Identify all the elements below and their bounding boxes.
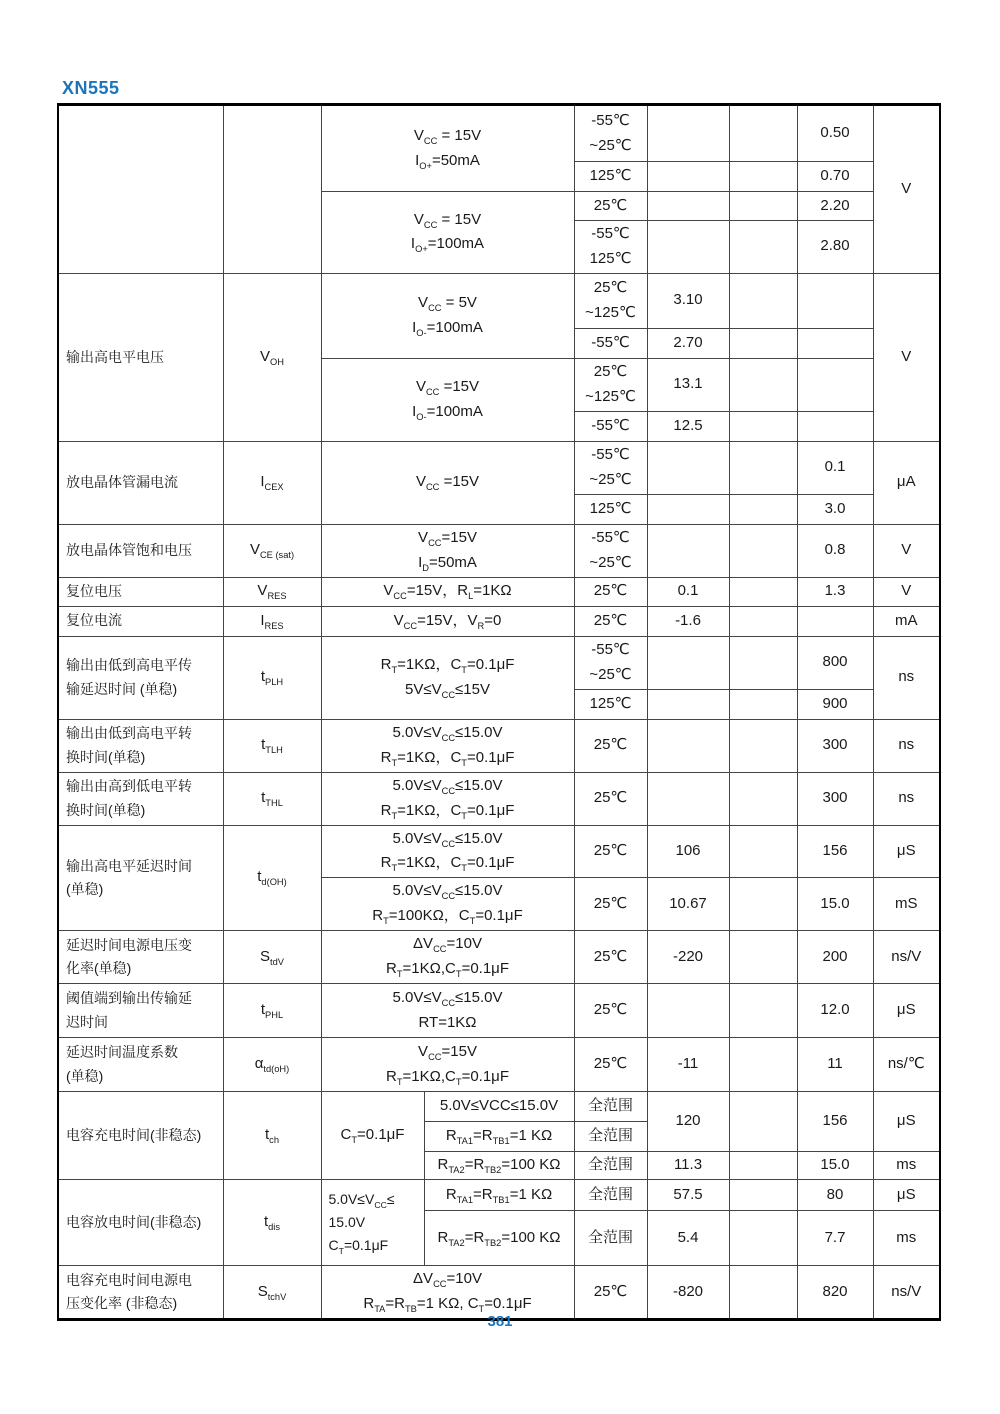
typ-cell — [729, 1211, 797, 1266]
typ-cell — [729, 411, 797, 441]
typ-cell — [729, 358, 797, 411]
condition-cell: $R_T=1K\Omega$，$C_T=0.1\mu F$ $5V\le V_{CC}\le 15V$ — [321, 636, 574, 719]
table-row — [58, 105, 940, 162]
max-cell: 200 — [797, 931, 873, 984]
typ-cell — [729, 524, 797, 577]
temperature-cell: 25℃ — [574, 719, 647, 772]
table-row — [58, 984, 940, 1038]
parameter-cell: 输出高电平电压 — [58, 273, 223, 441]
typ-cell — [729, 221, 797, 274]
symbol-cell: $t_{d(OH)}$ — [223, 825, 321, 931]
min-cell: 12.5 — [647, 411, 729, 441]
page-title: XN555 — [62, 78, 120, 98]
unit-cell: V — [873, 105, 940, 274]
condition-cell: $5.0V\le V_{CC}\le 15.0V$ $R_T=1K\Omega$，$C_T=0.1\mu F$ — [321, 772, 574, 825]
condition-cell: $V_{CC} = 5V$ $I_{O-}=100mA$ — [321, 273, 574, 358]
max-cell: 0.50 — [797, 105, 873, 162]
max-cell: 820 — [797, 1266, 873, 1320]
min-cell: 13.1 — [647, 358, 729, 411]
max-cell: 900 — [797, 689, 873, 719]
condition-cell: $5.0V\le V_{CC}\le 15.0V$ RT=1KΩ — [321, 984, 574, 1038]
symbol-cell: $t_{PLH}$ — [223, 636, 321, 719]
temperature-cell: 25℃ — [574, 931, 647, 984]
parameter-cell: 输出高电平延迟时间 (单稳) — [58, 825, 223, 931]
typ-cell — [729, 577, 797, 606]
max-cell — [797, 358, 873, 411]
max-cell: 800 — [797, 636, 873, 689]
condition-cell: $V_{CC} = 15V$ $I_{O+}=50mA$ — [321, 105, 574, 192]
min-cell: 11.3 — [647, 1152, 729, 1180]
min-cell — [647, 221, 729, 274]
condition-cell: $5.0V\le V_{CC}\le 15.0V$ $R_T=100K\Omega$，$C_T=0.1\mu F$ — [321, 878, 574, 931]
min-cell — [647, 441, 729, 494]
min-cell — [647, 719, 729, 772]
condition-sub-cell: $R_{TA1}=R_{TB1}=1$ KΩ — [424, 1180, 574, 1211]
temperature-cell: -55℃ — [574, 411, 647, 441]
unit-cell: ns/℃ — [873, 1038, 940, 1092]
table-row — [58, 524, 940, 577]
max-cell — [797, 273, 873, 328]
typ-cell — [729, 162, 797, 192]
condition-cell: $V_{CC}=15V$，$R_L=1K\Omega$ — [321, 577, 574, 606]
max-cell: 7.7 — [797, 1211, 873, 1266]
min-cell — [647, 984, 729, 1038]
unit-cell: mS — [873, 878, 940, 931]
parameter-cell: 复位电流 — [58, 606, 223, 636]
typ-cell — [729, 1180, 797, 1211]
table-row — [58, 1092, 940, 1122]
temperature-cell: -55℃ 125℃ — [574, 221, 647, 274]
unit-cell: ms — [873, 1152, 940, 1180]
min-cell — [647, 524, 729, 577]
max-cell: 15.0 — [797, 878, 873, 931]
unit-cell: μS — [873, 1180, 940, 1211]
min-cell — [647, 494, 729, 524]
typ-cell — [729, 1038, 797, 1092]
min-cell — [647, 162, 729, 192]
temperature-cell: 全范围 — [574, 1211, 647, 1266]
max-cell: 12.0 — [797, 984, 873, 1038]
condition-sub-cell: $R_{TA1}=R_{TB1}=1$ KΩ — [424, 1122, 574, 1152]
temperature-cell: 全范围 — [574, 1152, 647, 1180]
unit-cell: V — [873, 524, 940, 577]
symbol-cell: $\alpha_{td(oH)}$ — [223, 1038, 321, 1092]
max-cell: 11 — [797, 1038, 873, 1092]
unit-cell: μS — [873, 1092, 940, 1152]
min-cell — [647, 105, 729, 162]
typ-cell — [729, 878, 797, 931]
unit-cell: μS — [873, 984, 940, 1038]
min-cell: -220 — [647, 931, 729, 984]
typ-cell — [729, 1152, 797, 1180]
typ-cell — [729, 1092, 797, 1152]
symbol-cell: $V_{OH}$ — [223, 273, 321, 441]
table-row — [58, 577, 940, 606]
unit-cell: V — [873, 273, 940, 441]
condition-cell: $\Delta V_{CC}=10V$ $R_{TA}=R_{TB}=1$ KΩ, $C_T=0.1\mu F$ — [321, 1266, 574, 1320]
max-cell: 15.0 — [797, 1152, 873, 1180]
typ-cell — [729, 931, 797, 984]
parameter-cell — [58, 105, 223, 274]
symbol-cell: $t_{TLH}$ — [223, 719, 321, 772]
min-cell — [647, 689, 729, 719]
typ-cell — [729, 105, 797, 162]
max-cell: 80 — [797, 1180, 873, 1211]
temperature-cell: 25℃ — [574, 1038, 647, 1092]
temperature-cell: 全范围 — [574, 1180, 647, 1211]
parameter-cell: 输出由低到高电平传 输延迟时间 (单稳) — [58, 636, 223, 719]
condition-cell: $V_{CC} = 15V$ $I_{O+}=100mA$ — [321, 192, 574, 274]
condition-sub-cell: $R_{TA2}=R_{TB2}=100$ KΩ — [424, 1211, 574, 1266]
temperature-cell: -55℃ ~25℃ — [574, 441, 647, 494]
temperature-cell: 25℃ — [574, 606, 647, 636]
parameter-cell: 延迟时间温度系数 (单稳) — [58, 1038, 223, 1092]
spec-table — [57, 103, 941, 1321]
temperature-cell: -55℃ — [574, 328, 647, 358]
temperature-cell: 全范围 — [574, 1122, 647, 1152]
table-row — [58, 273, 940, 328]
max-cell — [797, 411, 873, 441]
temperature-cell: 25℃ — [574, 772, 647, 825]
temperature-cell: 全范围 — [574, 1092, 647, 1122]
parameter-cell: 阈值端到输出传输延 迟时间 — [58, 984, 223, 1038]
max-cell: 300 — [797, 772, 873, 825]
typ-cell — [729, 328, 797, 358]
temperature-cell: 25℃ — [574, 878, 647, 931]
max-cell: 156 — [797, 1092, 873, 1152]
symbol-cell: $t_{THL}$ — [223, 772, 321, 825]
parameter-cell: 电容充电时间电源电 压变化率 (非稳态) — [58, 1266, 223, 1320]
min-cell: 0.1 — [647, 577, 729, 606]
temperature-cell: 25℃ ~125℃ — [574, 273, 647, 328]
max-cell: 2.20 — [797, 192, 873, 221]
table-row — [58, 1038, 940, 1092]
unit-cell: mA — [873, 606, 940, 636]
max-cell: 3.0 — [797, 494, 873, 524]
temperature-cell: -55℃ ~25℃ — [574, 524, 647, 577]
typ-cell — [729, 441, 797, 494]
condition-cell: $\Delta V_{CC}=10V$ $R_T=1K\Omega,C_T=0.1\mu F$ — [321, 931, 574, 984]
unit-cell: V — [873, 577, 940, 606]
symbol-cell: $t_{ch}$ — [223, 1092, 321, 1180]
condition-sub-cell: 5.0V≤VCC≤15.0V — [424, 1092, 574, 1122]
table-row — [58, 931, 940, 984]
parameter-cell: 复位电压 — [58, 577, 223, 606]
symbol-cell: $V_{RES}$ — [223, 577, 321, 606]
parameter-cell: 延迟时间电源电压变 化率(单稳) — [58, 931, 223, 984]
temperature-cell: 125℃ — [574, 494, 647, 524]
min-cell: -11 — [647, 1038, 729, 1092]
typ-cell — [729, 192, 797, 221]
table-row — [58, 441, 940, 494]
max-cell: 0.1 — [797, 441, 873, 494]
min-cell: 106 — [647, 825, 729, 878]
min-cell — [647, 636, 729, 689]
min-cell: 3.10 — [647, 273, 729, 328]
unit-cell: ns — [873, 636, 940, 719]
parameter-cell: 放电晶体管漏电流 — [58, 441, 223, 524]
max-cell: 300 — [797, 719, 873, 772]
max-cell — [797, 606, 873, 636]
typ-cell — [729, 636, 797, 689]
symbol-cell: $S_{tchV}$ — [223, 1266, 321, 1320]
typ-cell — [729, 689, 797, 719]
symbol-cell: $I_{CEX}$ — [223, 441, 321, 524]
symbol-cell: $I_{RES}$ — [223, 606, 321, 636]
min-cell: 10.67 — [647, 878, 729, 931]
min-cell: -820 — [647, 1266, 729, 1320]
page-number: 381 — [487, 1313, 513, 1330]
max-cell: 156 — [797, 825, 873, 878]
min-cell: 2.70 — [647, 328, 729, 358]
unit-cell: ns — [873, 719, 940, 772]
table-row — [58, 772, 940, 825]
symbol-cell — [223, 105, 321, 274]
temperature-cell: 25℃ — [574, 577, 647, 606]
condition-cell: $V_{CC}=15V$ $I_D=50mA$ — [321, 524, 574, 577]
condition-cell: $V_{CC} =15V$ — [321, 441, 574, 524]
typ-cell — [729, 825, 797, 878]
table-row — [58, 606, 940, 636]
temperature-cell: 125℃ — [574, 162, 647, 192]
unit-cell: μS — [873, 825, 940, 878]
unit-cell: ns/V — [873, 931, 940, 984]
condition-cell: $5.0V\le V_{CC}\le 15.0V$ $R_T=1K\Omega$，$C_T=0.1\mu F$ — [321, 719, 574, 772]
min-cell: -1.6 — [647, 606, 729, 636]
table-row — [58, 636, 940, 689]
typ-cell — [729, 273, 797, 328]
min-cell: 57.5 — [647, 1180, 729, 1211]
min-cell — [647, 192, 729, 221]
max-cell: 0.8 — [797, 524, 873, 577]
condition-cell: $5.0V\le V_{CC}\le 15.0V$ $R_T=1K\Omega$，$C_T=0.1\mu F$ — [321, 825, 574, 878]
table-row — [58, 1180, 940, 1211]
min-cell — [647, 772, 729, 825]
condition-cell: $V_{CC} =15V$ $I_{O-}=100mA$ — [321, 358, 574, 441]
temperature-cell: 125℃ — [574, 689, 647, 719]
unit-cell: ns/V — [873, 1266, 940, 1320]
symbol-cell: $t_{PHL}$ — [223, 984, 321, 1038]
max-cell: 2.80 — [797, 221, 873, 274]
max-cell: 0.70 — [797, 162, 873, 192]
temperature-cell: -55℃ ~25℃ — [574, 105, 647, 162]
parameter-cell: 输出由低到高电平转 换时间(单稳) — [58, 719, 223, 772]
typ-cell — [729, 606, 797, 636]
unit-cell: ns — [873, 772, 940, 825]
parameter-cell: 电容放电时间(非稳态) — [58, 1180, 223, 1266]
parameter-cell: 输出由高到低电平转 换时间(单稳) — [58, 772, 223, 825]
typ-cell — [729, 984, 797, 1038]
temperature-cell: 25℃ — [574, 984, 647, 1038]
typ-cell — [729, 494, 797, 524]
parameter-cell: 放电晶体管饱和电压 — [58, 524, 223, 577]
min-cell: 5.4 — [647, 1211, 729, 1266]
condition-sub-cell: $R_{TA2}=R_{TB2}=100$ KΩ — [424, 1152, 574, 1180]
min-cell: 120 — [647, 1092, 729, 1152]
typ-cell — [729, 719, 797, 772]
condition-cell: $C_T=0.1\mu F$ — [321, 1092, 424, 1180]
spec-table-body — [58, 105, 940, 1320]
symbol-cell: $S_{tdV}$ — [223, 931, 321, 984]
symbol-cell: $t_{dis}$ — [223, 1180, 321, 1266]
table-row — [58, 719, 940, 772]
temperature-cell: 25℃ — [574, 192, 647, 221]
unit-cell: ms — [873, 1211, 940, 1266]
condition-cell: $5.0V\le V_{CC}\le$ 15.0V $C_T=0.1\mu F$ — [321, 1180, 424, 1266]
temperature-cell: -55℃ ~25℃ — [574, 636, 647, 689]
max-cell — [797, 328, 873, 358]
unit-cell: μA — [873, 441, 940, 524]
condition-cell: $V_{CC}=15V$ $R_T=1K\Omega,C_T=0.1\mu F$ — [321, 1038, 574, 1092]
typ-cell — [729, 1266, 797, 1320]
table-row — [58, 1266, 940, 1320]
typ-cell — [729, 772, 797, 825]
temperature-cell: 25℃ — [574, 825, 647, 878]
parameter-cell: 电容充电时间(非稳态) — [58, 1092, 223, 1180]
max-cell: 1.3 — [797, 577, 873, 606]
condition-cell: $V_{CC}=15V$，$V_R=0$ — [321, 606, 574, 636]
temperature-cell: 25℃ ~125℃ — [574, 358, 647, 411]
table-row — [58, 825, 940, 878]
temperature-cell: 25℃ — [574, 1266, 647, 1320]
symbol-cell: $V_{CE (sat)}$ — [223, 524, 321, 577]
